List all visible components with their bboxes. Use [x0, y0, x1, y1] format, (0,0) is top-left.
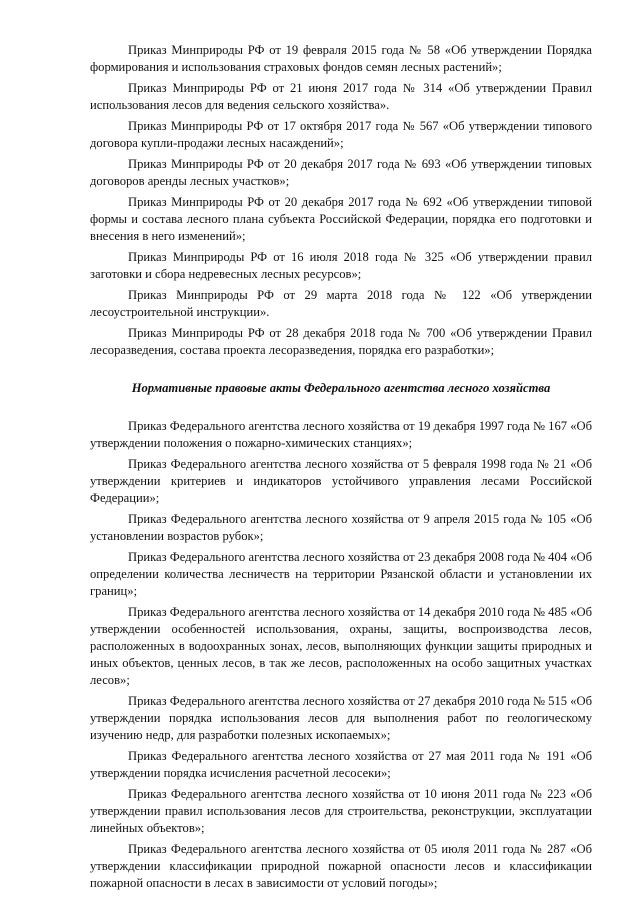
order-rosleshoz-287: Приказ Федерального агентства лесного хозяйства от 05 июля 2011 года № 287 «Об утверждении классификации природной пожарной опасности лесов и классификации пожарной опасности в лесах в зависимости от условий погоды»;: [90, 842, 592, 890]
order-minprirody-693: Приказ Минприроды РФ от 20 декабря 2017 года № 693 «Об утверждении типовых договоров аренды лесных участков»;: [90, 157, 592, 188]
document-page: [90, 42, 592, 896]
order-minprirody-122: Приказ Минприроды РФ от 29 марта 2018 года № 122 «Об утверждении лесоустроительной инструкции».: [90, 288, 592, 319]
order-minprirody-700: Приказ Минприроды РФ от 28 декабря 2018 года № 700 «Об утверждении Правил лесоразведения, состава проекта лесоразведения, порядка его разработки»;: [90, 326, 592, 357]
order-rosleshoz-167: Приказ Федерального агентства лесного хозяйства от 19 декабря 1997 года № 167 «Об утверждении положения о пожарно-химических станциях»;: [90, 419, 592, 450]
order-rosleshoz-223: Приказ Федерального агентства лесного хозяйства от 10 июня 2011 года № 223 «Об утверждении правил использования лесов для строительства, реконструкции, эксплуатации линейных объектов»;: [90, 787, 592, 835]
order-minprirody-567: Приказ Минприроды РФ от 17 октября 2017 года № 567 «Об утверждении типового договора купли-продажи лесных насаждений»;: [90, 119, 592, 150]
order-rosleshoz-21: Приказ Федерального агентства лесного хозяйства от 5 февраля 1998 года № 21 «Об утверждении критериев и индикаторов устойчивого управления лесами Российской Федерации»;: [90, 457, 592, 505]
order-rosleshoz-485: Приказ Федерального агентства лесного хозяйства от 14 декабря 2010 года № 485 «Об утверждении особенностей использования, охраны, защиты, воспроизводства лесов, расположенных в водоохранных зонах, лесов, выполняющих функции защиты природных и иных объектов, ценных лесов, в так же лесов, расположенных на особо защитных участках лесов»;: [90, 605, 592, 687]
section-heading-rosleshoz: Нормативные правовые акты Федерального агентства лесного хозяйства: [131, 381, 551, 395]
order-rosleshoz-515: Приказ Федерального агентства лесного хозяйства от 27 декабря 2010 года № 515 «Об утверждении порядка использования лесов для выполнения работ по геологическому изучению недр, для разработки полезных ископаемых»;: [90, 694, 592, 742]
order-rosleshoz-404: Приказ Федерального агентства лесного хозяйства от 23 декабря 2008 года № 404 «Об определении количества лесничеств на территории Рязанской области и установлении их границ»;: [90, 550, 592, 598]
order-rosleshoz-191: Приказ Федерального агентства лесного хозяйства от 27 мая 2011 года № 191 «Об утверждении порядка исчисления расчетной лесосеки»;: [90, 749, 592, 780]
order-minprirody-325: Приказ Минприроды РФ от 16 июля 2018 года № 325 «Об утверждении правил заготовки и сбора недревесных лесных ресурсов»;: [90, 250, 592, 281]
order-minprirody-692: Приказ Минприроды РФ от 20 декабря 2017 года № 692 «Об утверждении типовой формы и состава лесного плана субъекта Российской Федерации, порядка его подготовки и внесения в него изменений»;: [90, 195, 592, 243]
order-minprirody-314: Приказ Минприроды РФ от 21 июня 2017 года № 314 «Об утверждении Правил использования лесов для ведения сельского хозяйства».: [90, 81, 592, 112]
order-minprirody-58: Приказ Минприроды РФ от 19 февраля 2015 года № 58 «Об утверждении Порядка формирования и использования страховых фондов семян лесных растений»;: [90, 43, 592, 74]
order-rosleshoz-105: Приказ Федерального агентства лесного хозяйства от 9 апреля 2015 года № 105 «Об установлении возрастов рубок»;: [90, 512, 592, 543]
